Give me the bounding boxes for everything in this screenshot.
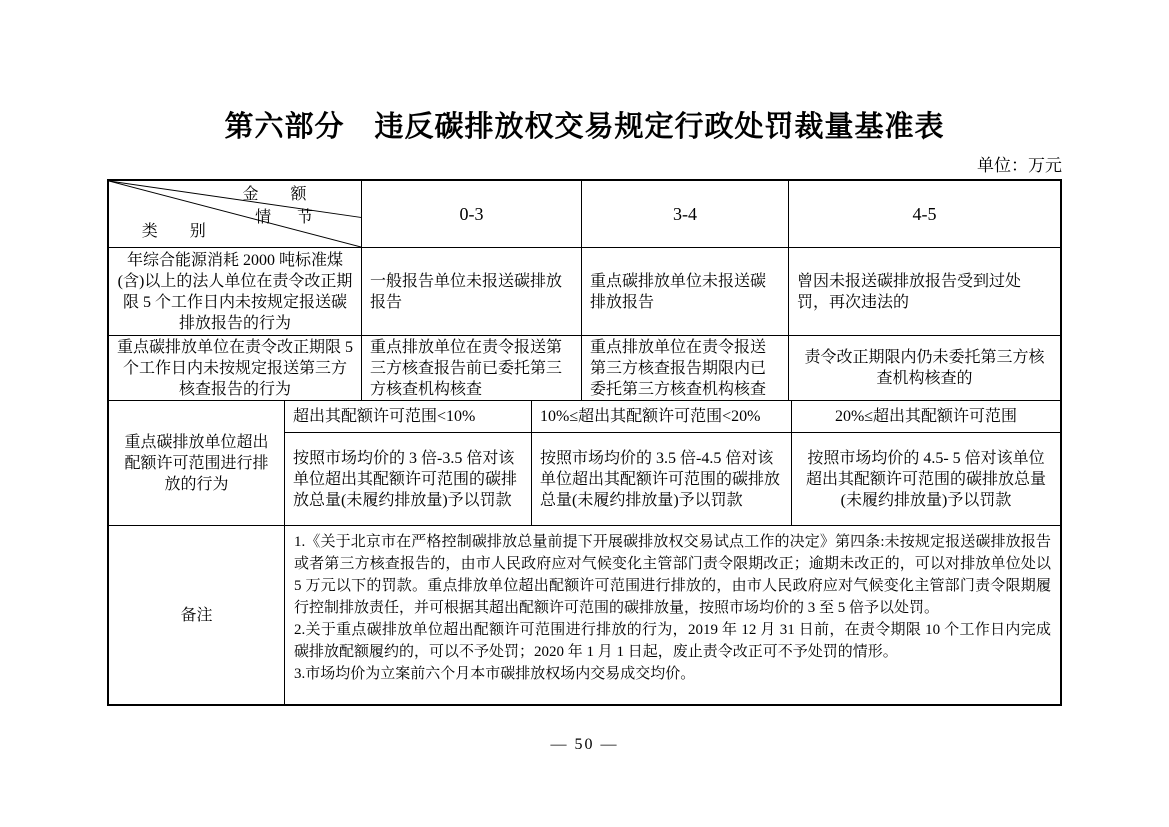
remarks-label: 备注 — [109, 526, 285, 704]
diagonal-label-category: 类别 — [141, 223, 238, 240]
page-number: — 50 — — [550, 736, 619, 753]
row-verification-cell-3-4: 重点排放单位在责令报送第三方核查报告期限内已委托第三方核查机构核查 — [582, 336, 789, 400]
column-header-4-5: 4-5 — [912, 203, 937, 224]
table-row-exceed-quota — [109, 401, 1060, 526]
column-header-3-4: 3-4 — [582, 181, 789, 247]
condition-under-10: 超出其配额许可范围<10% — [285, 401, 532, 432]
row-verification-category: 重点碳排放单位在责令改正期限 5 个工作日内未按规定报送第三方核查报告的行为 — [109, 336, 362, 400]
row-report-cell-4-5: 曾因未报送碳排放报告受到过处罚，再次违法的 — [797, 272, 1022, 311]
condition-over-20: 20%≤超出其配额许可范围 — [834, 408, 1018, 425]
penalty-0-3: 按照市场均价的 3 倍-3.5 倍对该单位超出其配额许可范围的碳排放总量(未履约排放量)予以罚款 — [285, 433, 532, 525]
row-exceed-conditions — [285, 401, 1060, 433]
row-exceed-category: 重点碳排放单位超出配额许可范围进行排放的行为 — [109, 401, 285, 525]
table-row-report — [109, 248, 1060, 336]
table-row-remarks — [109, 526, 1060, 704]
remarks-body — [285, 526, 1060, 704]
table-row-verification — [109, 336, 1060, 401]
penalty-3-4: 按照市场均价的 3.5 倍-4.5 倍对该单位超出其配额许可范围的碳排放总量(未履约排放量)予以罚款 — [532, 433, 792, 525]
table-header-row — [109, 181, 1060, 248]
row-verification-cell-4-5: 责令改正期限内仍未委托第三方核查机构核查的 — [804, 349, 1045, 387]
row-exceed-subgrid — [285, 401, 1060, 525]
diagonal-label-amount: 金额 — [242, 186, 339, 203]
row-exceed-penalties — [285, 433, 1060, 525]
penalty-table — [107, 179, 1062, 706]
row-verification-cell-0-3: 重点排放单位在责令报送第三方核查报告前已委托第三方核查机构核查 — [362, 336, 582, 400]
row-report-cell-3-4: 重点碳排放单位未报送碳排放报告 — [582, 248, 789, 335]
condition-10-to-20: 10%≤超出其配额许可范围<20% — [532, 401, 792, 432]
unit-label: 单位：万元 — [977, 156, 1062, 175]
row-report-category: 年综合能源消耗 2000 吨标准煤(含)以上的法人单位在责令改正期限 5 个工作日内未按规定报送碳排放报告的行为 — [109, 248, 362, 335]
remark-line-3: 3.市场均价为立案前六个月本市碳排放权场内交易成交均价。 — [294, 666, 696, 682]
remark-line-2: 2.关于重点碳排放单位超出配额许可范围进行排放的行为，2019 年 12 月 31 日前，在责令期限 10 个工作日内完成碳排放配额履约的，可以不予处罚；2020 年 1 月 1 日起，废止责令改正可不予处罚的情形。 — [294, 622, 1051, 660]
column-header-0-3: 0-3 — [362, 181, 582, 247]
page-title: 第六部分 违反碳排放权交易规定行政处罚裁量基准表 — [224, 111, 945, 143]
penalty-4-5: 按照市场均价的 4.5- 5 倍对该单位超出其配额许可范围的碳排放总量(未履约排放量)予以罚款 — [805, 449, 1046, 509]
row-report-cell-0-3: 一般报告单位未报送碳排放报告 — [362, 248, 582, 335]
diagonal-header-cell — [109, 181, 362, 247]
diagonal-label-circumstance: 情节 — [255, 209, 340, 226]
remark-line-1: 1.《关于北京市在严格控制碳排放总量前提下开展碳排放权交易试点工作的决定》第四条:未按规定报送碳排放报告或者第三方核查报告的，由市人民政府应对气候变化主管部门责令限期改正；逾期未改正的，可以对排放单位处以 5 万元以下的罚款。重点排放单位超出配额许可范围进行排放的，由市人民政府应对气候变化主管部门责令限期履行控制排放责任，并可根据其超出配额许可范围的碳排放量，按照市场均价的 3 至 5 倍予以处罚。 — [294, 534, 1051, 616]
